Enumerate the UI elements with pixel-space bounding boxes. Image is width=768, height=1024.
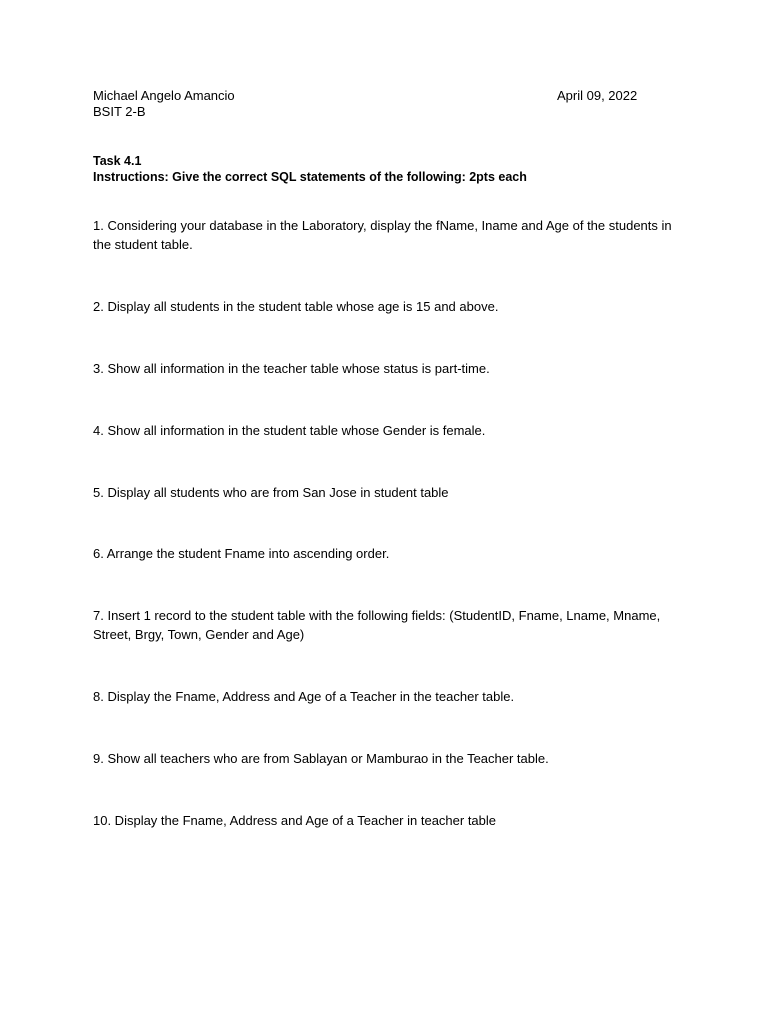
task-title: Task 4.1: [93, 154, 142, 168]
submission-date: April 09, 2022: [557, 88, 638, 103]
question-8: 8. Display the Fname, Address and Age of a Teacher in the teacher table.: [93, 689, 515, 704]
question-2: 2. Display all students in the student table whose age is 15 and above.: [93, 299, 499, 314]
question-10: 10. Display the Fname, Address and Age of a Teacher in teacher table: [93, 813, 497, 828]
question-1: 1. Considering your database in the Laboratory, display the fName, Iname and Age of the students in the student table.: [93, 218, 672, 252]
question-3: 3. Show all information in the teacher table whose status is part-time.: [93, 361, 490, 376]
task-instructions: Instructions: Give the correct SQL statements of the following: 2pts each: [93, 170, 527, 184]
student-section: BSIT 2-B: [93, 104, 146, 119]
question-7: 7. Insert 1 record to the student table with the following fields: (StudentID, Fname, Lname, Mname, Street, Brgy, Town, Gender and Age): [93, 608, 661, 642]
question-9: 9. Show all teachers who are from Sablayan or Mamburao in the Teacher table.: [93, 751, 549, 766]
question-6: 6. Arrange the student Fname into ascending order.: [93, 546, 390, 561]
question-5: 5. Display all students who are from San Jose in student table: [93, 485, 449, 500]
student-name: Michael Angelo Amancio: [93, 88, 235, 103]
question-4: 4. Show all information in the student table whose Gender is female.: [93, 423, 486, 438]
